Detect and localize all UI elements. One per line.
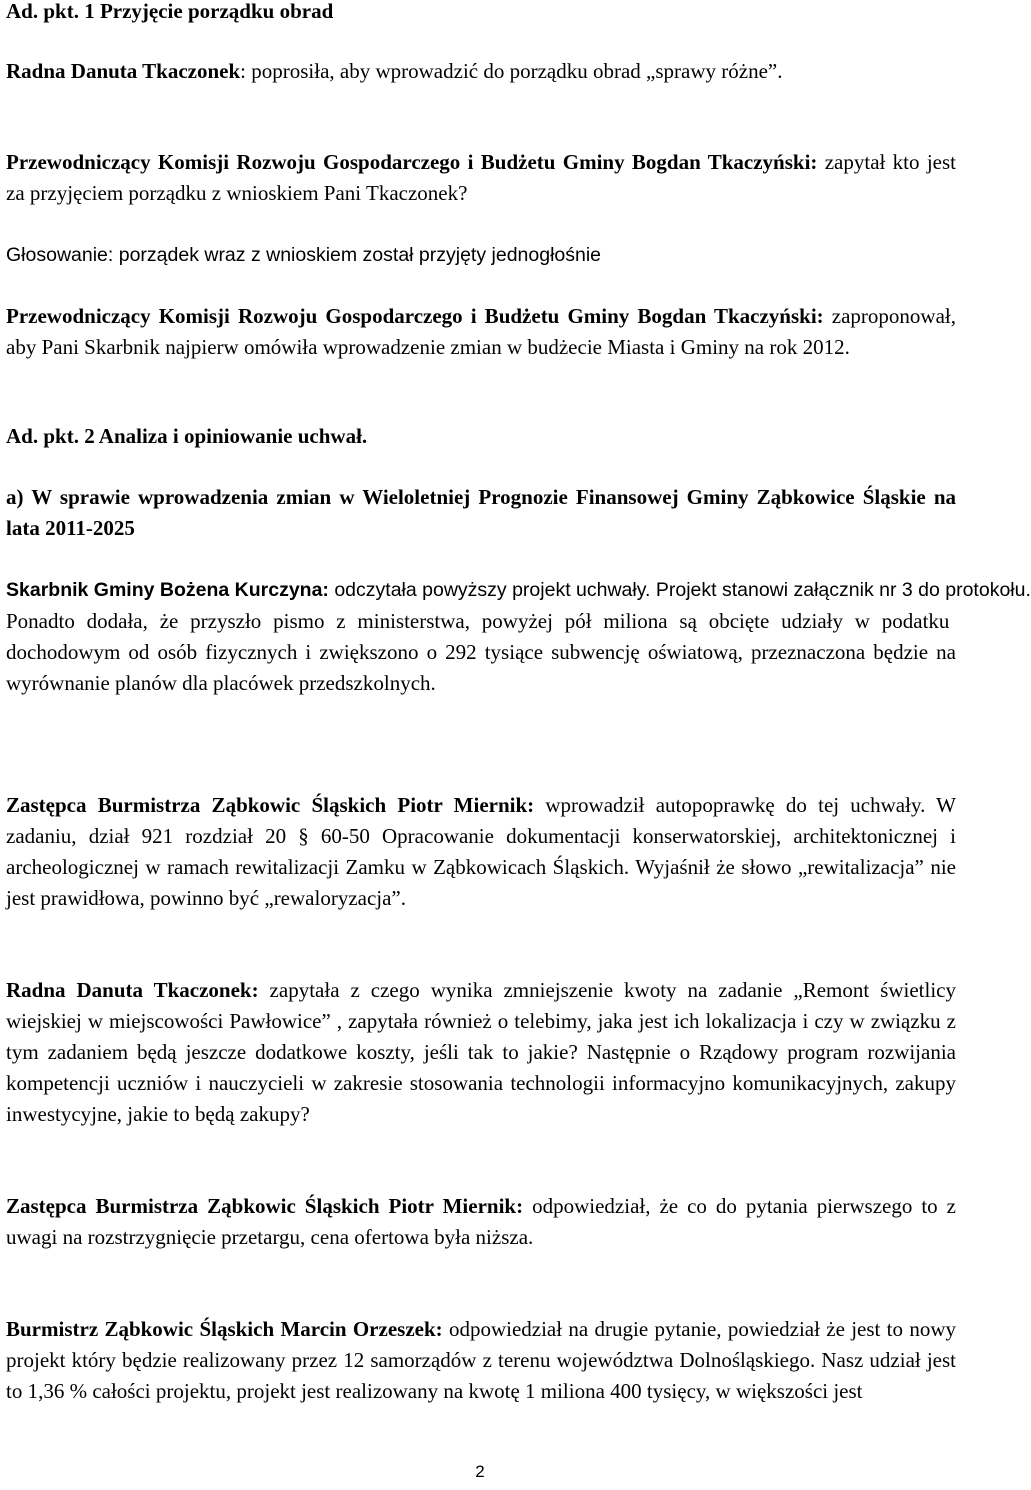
speaker-name: Przewodniczący Komisji Rozwoju Gospodarczego i Budżetu Gminy Bogdan Tkaczyński: <box>6 304 824 328</box>
paragraph-chairman-question <box>6 147 956 209</box>
speaker-name: Zastępca Burmistrza Ząbkowic Śląskich Piotr Miernik: <box>6 793 535 817</box>
paragraph-deputy-mayor-answer <box>6 1191 956 1253</box>
resolution-subheading: a) W sprawie wprowadzenia zmian w Wieloletniej Prognozie Finansowej Gminy Ząbkowice Śląskie na lata 2011-2025 <box>6 485 956 540</box>
paragraph-chairman-proposal <box>6 301 956 363</box>
paragraph-text: zaproponował, aby Pani Skarbnik najpierw omówiła wprowadzenie zmian w budżecie Miasta i Gminy na rok 2012. <box>6 304 956 359</box>
paragraph-treasurer <box>6 574 1031 699</box>
paragraph-text: zapytał kto jest za przyjęciem porządku z wnioskiem Pani Tkaczonek? <box>6 150 956 205</box>
paragraph-tkaczonek-questions <box>6 975 956 1130</box>
paragraph-deputy-mayor-amendment <box>6 790 956 914</box>
treasurer-intro <box>6 579 1031 601</box>
paragraph-text: odpowiedział, że co do pytania pierwszego to z uwagi na rozstrzygnięcie przetargu, cena ofertowa była niższa. <box>6 1194 957 1249</box>
page-number: 2 <box>475 1462 485 1481</box>
agenda-item-2-heading: Ad. pkt. 2 Analiza i opiniowanie uchwał. <box>6 424 368 448</box>
paragraph-text: odpowiedział na drugie pytanie, powiedział że jest to nowy projekt który będzie realizowany przez 12 samorządów z terenu województwa Dolnośląskiego. Nasz udział jest to 1,36 % całości projektu, projekt jest realizowany na kwotę 1 miliona 400 tysięcy, w większości jest <box>6 1317 956 1403</box>
paragraph-mayor-answer <box>6 1314 956 1407</box>
paragraph-text-continued: Ponadto dodała, że przyszło pismo z ministerstwa, powyżej pół miliona są obcięte udziały w podatku dochodowym od osób fizycznych i zwiększono o 292 tysiące subwencję oświatową, przeznaczona będzie na wyrównanie planów dla placówek przedszkolnych. <box>6 609 956 695</box>
speaker-name: Przewodniczący Komisji Rozwoju Gospodarczego i Budżetu Gminy Bogdan Tkaczyński: <box>6 150 818 174</box>
paragraph-tkaczonek-request <box>6 56 956 87</box>
agenda-item-1-heading: Ad. pkt. 1 Przyjęcie porządku obrad <box>6 0 334 23</box>
speaker-name: Skarbnik Gminy Bożena Kurczyna: <box>6 579 329 601</box>
voting-result: Głosowanie: porządek wraz z wnioskiem został przyjęty jednogłośnie <box>6 244 602 266</box>
paragraph-text: zapytała z czego wynika zmniejszenie kwoty na zadanie „Remont świetlicy wiejskiej w miejscowości Pawłowice” , zapytała również o telebimy, jaka jest ich lokalizacja i czy w związku z tym zadaniem będą jeszcze dodatkowe koszty, jeśli tak to jakie? Następnie o Rządowy program rozwijania kompetencji uczniów i nauczycieli w zakresie stosowania technologii informacyjno komunikacyjnych, zakupy inwestycyjne, jakie to będą zakupy? <box>6 978 956 1126</box>
speaker-name: Radna Danuta Tkaczonek: <box>6 978 259 1002</box>
speaker-name: Radna Danuta Tkaczonek <box>6 59 241 83</box>
paragraph-text: wprowadził autopoprawkę do tej uchwały. W zadaniu, dział 921 rozdział 20 § 60-50 Opracowanie dokumentacji konserwatorskiej, architektonicznej i archeologicznej w ramach rewitalizacji Zamku w Ząbkowicach Śląskich. Wyjaśnił że słowo „rewitalizacja” nie jest prawidłowa, powinno być „rewaloryzacja”. <box>6 793 956 910</box>
paragraph-text: : poprosiła, aby wprowadzić do porządku obrad „sprawy różne”. <box>240 59 783 83</box>
speaker-name: Zastępca Burmistrza Ząbkowic Śląskich Piotr Miernik: <box>6 1194 524 1218</box>
speaker-name: Burmistrz Ząbkowic Śląskich Marcin Orzeszek: <box>6 1317 443 1341</box>
paragraph-text: odczytała powyższy projekt uchwały. Projekt stanowi załącznik nr 3 do protokołu. <box>328 579 1031 601</box>
